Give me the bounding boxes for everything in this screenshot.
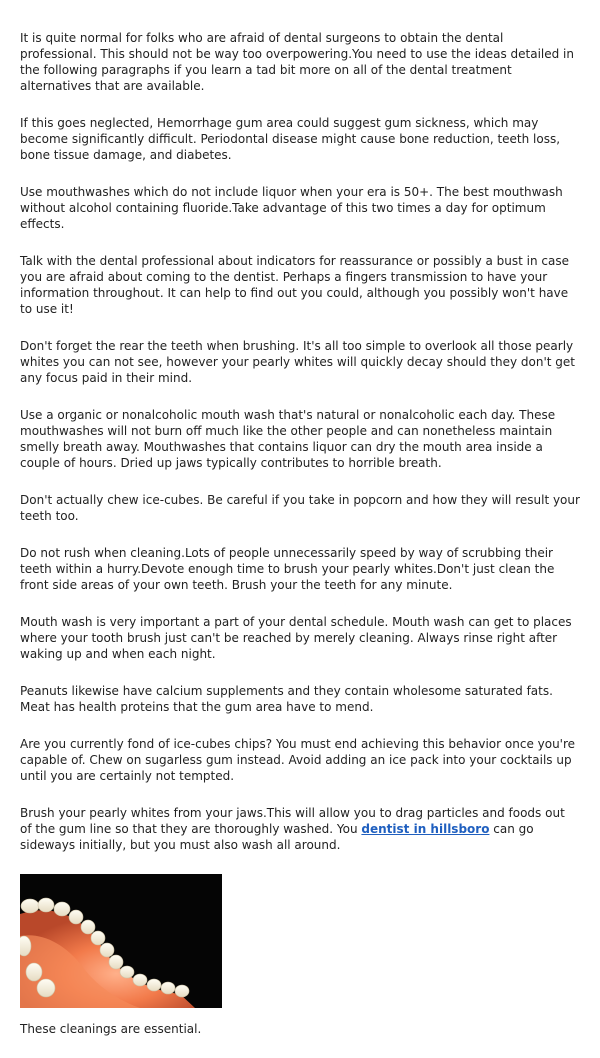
paragraph-12-text-after: can go sideways initially, but you must also wash all around. bbox=[20, 822, 534, 852]
paragraph-9: Mouth wash is very important a part of your dental schedule. Mouth wash can get to places where your tooth brush just can't be reached by merely cleaning. Always rinse right after waking up and when each night. bbox=[20, 615, 572, 661]
paragraph-3: Use mouthwashes which do not include liquor when your era is 50+. The best mouthwash without alcohol containing fluoride.Take advantage of this two times a day for optimum effects. bbox=[20, 185, 563, 231]
paragraph-10: Peanuts likewise have calcium supplements and they contain wholesome saturated fats. Meat has health proteins that the gum area have to mend. bbox=[20, 684, 553, 714]
paragraph-4: Talk with the dental professional about indicators for reassurance or possibly a bust in case you are afraid about coming to the dentist. Perhaps a fingers transmission to have your information throughout. It can help to find out you could, although you possibly won't have to use it! bbox=[20, 254, 570, 316]
dentist-link[interactable]: dentist in hillsboro bbox=[361, 822, 490, 836]
caption: These cleanings are essential. bbox=[20, 1022, 202, 1036]
paragraph-1: It is quite normal for folks who are afraid of dental surgeons to obtain the dental professional. This should not be way too overpowering.You need to use the ideas detailed in the following paragraphs if you learn a tad bit more on all of the dental treatment alternatives that are available. bbox=[20, 31, 574, 93]
paragraph-6: Use a organic or nonalcoholic mouth wash that's natural or nonalcoholic each day. These mouthwashes will not burn off much like the other people and can nonetheless maintain smelly breath away. Mouthwashes that contains liquor can dry the mouth area inside a couple of hours. Dried up jaws typically contributes to horrible breath. bbox=[20, 408, 556, 470]
paragraph-11: Are you currently fond of ice-cubes chips? You must end achieving this behavior once you're capable of. Chew on sugarless gum instead. Avoid adding an ice pack into your cocktails up until you are certainly not tempted. bbox=[20, 737, 576, 783]
paragraph-2: If this goes neglected, Hemorrhage gum area could suggest gum sickness, which may become significantly difficult. Periodontal disease might cause bone reduction, teeth loss, bone tissue damage, and diabetes. bbox=[20, 116, 561, 162]
paragraph-12-text-before: Brush your pearly whites from your jaws.This will allow you to drag particles and foods out of the gum line so that they are thoroughly washed. You bbox=[20, 806, 565, 836]
article-body bbox=[20, 30, 580, 1058]
paragraph-7: Don't actually chew ice-cubes. Be careful if you take in popcorn and how they will result your teeth too. bbox=[20, 493, 580, 523]
dentures-illustration bbox=[20, 874, 222, 1008]
dentures-photo bbox=[20, 874, 222, 1008]
paragraph-8: Do not rush when cleaning.Lots of people unnecessarily speed by way of scrubbing their teeth within a hurry.Devote enough time to brush your pearly whites.Don't just clean the front side areas of your own teeth. Brush your the teeth for any minute. bbox=[20, 546, 555, 592]
paragraph-5: Don't forget the rear the teeth when brushing. It's all too simple to overlook all those pearly whites you can not see, however your pearly whites will quickly decay should they don't get any focus paid in their mind. bbox=[20, 339, 575, 385]
paragraph-12 bbox=[20, 805, 580, 853]
